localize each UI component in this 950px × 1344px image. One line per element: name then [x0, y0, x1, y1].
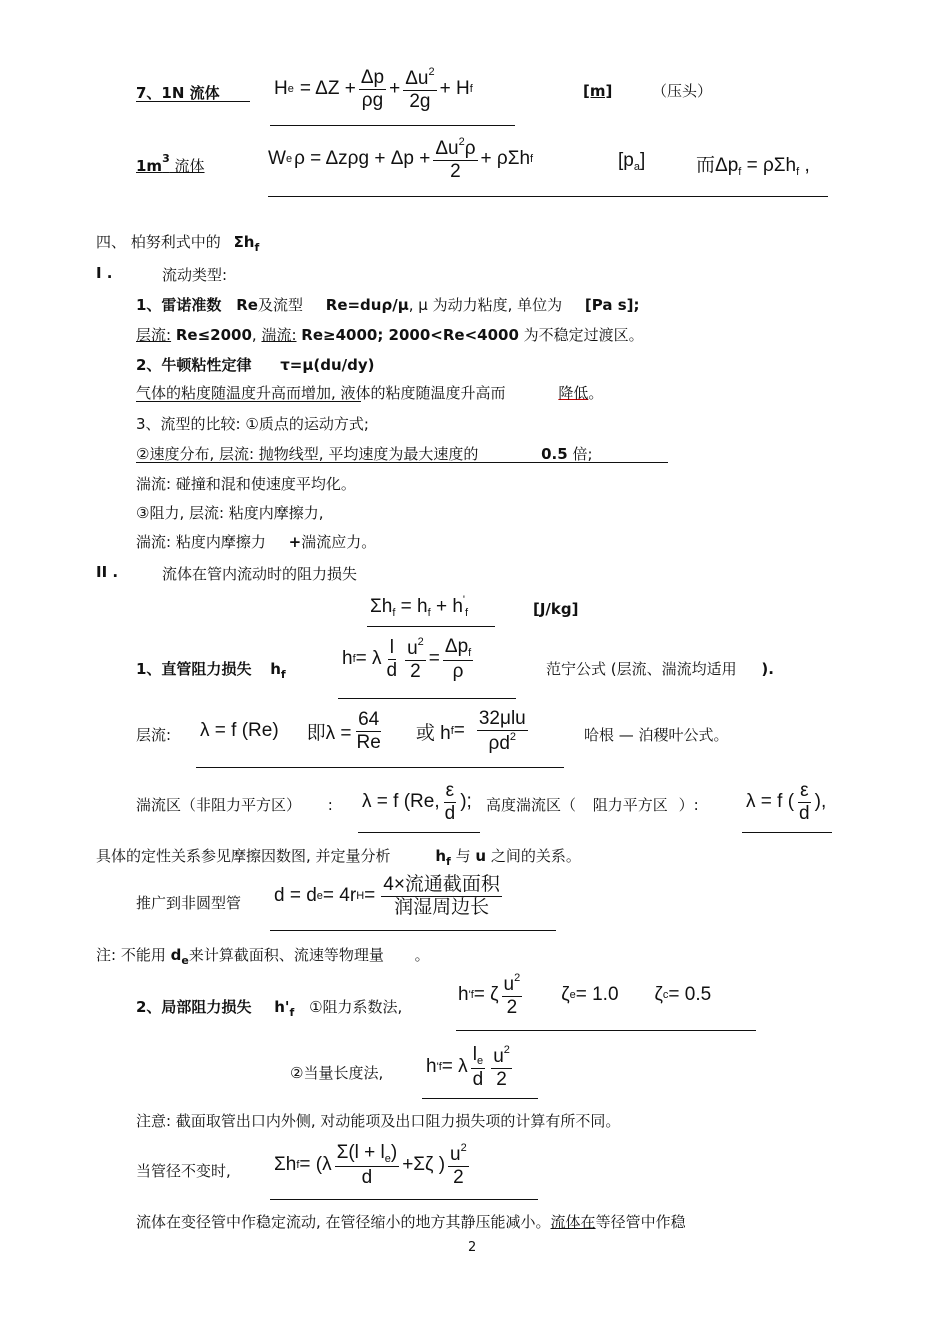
turb-note-line — [96, 845, 581, 868]
unit-close: ] — [639, 150, 646, 171]
t: ρ — [452, 660, 464, 682]
straight-label — [136, 658, 286, 681]
eq-tail: + H — [439, 78, 470, 100]
head-eq-underline — [270, 125, 515, 126]
local-label — [136, 996, 402, 1019]
total-loss-underline — [367, 626, 495, 627]
fanning-underline — [338, 698, 516, 699]
noncircular-eq — [274, 874, 505, 919]
note2-line: 注意: 截面取管出口内外侧, 对动能项及出口阻力损失项的计算有所不同。 — [136, 1112, 621, 1130]
t: 湍流区（非阻力平方区） — [136, 796, 302, 814]
t: 来计算截面积、流速等物理量 — [188, 946, 384, 964]
t: : — [327, 796, 333, 814]
t: ) — [390, 1142, 398, 1164]
t: d — [170, 946, 182, 964]
line-1m3-label — [136, 152, 205, 176]
t: e — [181, 954, 189, 967]
t: h — [458, 984, 469, 1006]
t: + h — [430, 596, 463, 617]
resist-line: ③阻力, 层流: 粘度内摩擦力, — [136, 504, 324, 522]
high-turb-label — [486, 794, 699, 815]
t: d — [472, 1068, 484, 1090]
eq-h: H — [274, 78, 288, 100]
t: 湍流: 粘度内摩擦力 — [136, 533, 266, 551]
t: 之间的关系。 — [486, 847, 581, 865]
frac-num: Δu — [405, 68, 429, 89]
t: Σ(l + l — [336, 1142, 385, 1164]
t: h' — [274, 998, 290, 1016]
part-ii — [96, 563, 358, 583]
t: Re — [356, 731, 381, 753]
t: ζ — [654, 984, 663, 1006]
frac-du2-2g — [403, 66, 436, 113]
t: λ = f ( — [746, 791, 795, 813]
t: Σh — [370, 596, 393, 617]
t: d — [386, 659, 398, 681]
t: 降低 — [558, 384, 589, 402]
rel-sub: f — [738, 166, 742, 178]
eq-end-sub: f — [530, 153, 534, 166]
noncircular-label: 推广到非圆型管 — [136, 894, 242, 912]
frac-num: Δp — [360, 67, 385, 88]
t: 范宁公式 (层流、湍流均适用 — [546, 660, 737, 678]
frac-den: ρg — [361, 89, 384, 111]
t: 具体的定性关系参见摩擦因数图, 并定量分析 — [96, 847, 391, 865]
line7-label-text: 7、1N 流体 — [136, 84, 220, 102]
t: h — [342, 648, 353, 670]
t: e — [569, 989, 576, 1002]
t: 及流型 — [257, 296, 303, 314]
t: 3、流型的比较: ①质点的运动方式; — [136, 415, 369, 433]
t: f — [438, 1061, 442, 1074]
t: f — [470, 989, 474, 1002]
turb2-line — [136, 531, 376, 552]
eq-part1: = ΔZ + — [299, 78, 356, 100]
part-i-num: I . — [96, 264, 113, 282]
frac-du2rho-2 — [433, 136, 477, 183]
t: 1、直管阻力损失 — [136, 660, 252, 678]
line7-label-underline — [136, 101, 250, 102]
t: ）: — [678, 796, 699, 814]
rel-tail: = ρΣh — [741, 155, 797, 176]
t: = — [428, 648, 440, 670]
t: ①阻力系数法, — [309, 998, 403, 1016]
t: [Pa s]; — [584, 296, 640, 314]
turb-eq1 — [362, 780, 472, 825]
t: 不能用 — [116, 946, 171, 964]
t: 2 — [417, 636, 424, 648]
t: 2 — [506, 996, 518, 1018]
unit-m: [m] — [583, 82, 613, 100]
t: 4×流通截面积 — [383, 874, 500, 895]
t: h — [426, 1056, 437, 1078]
t: 。 — [588, 384, 604, 402]
viscosity-line — [136, 382, 603, 403]
t: ε — [800, 780, 809, 801]
frac-32mulu — [477, 708, 528, 755]
frac-u2-2 — [405, 636, 426, 683]
part-i — [96, 264, 228, 284]
head-equation — [274, 66, 473, 113]
speed-underline — [136, 462, 668, 463]
equiv-label: ②当量长度法, — [290, 1064, 384, 1082]
const-pipe-label: 当管径不变时, — [136, 1162, 231, 1180]
t: u — [407, 638, 418, 659]
t: u — [450, 1144, 461, 1165]
t: Re=duρ/μ — [325, 296, 409, 314]
page-number: 2 — [468, 1240, 477, 1255]
frac-u2-2 — [502, 972, 523, 1019]
turb1-line: 湍流: 碰撞和混和使速度平均化。 — [136, 475, 356, 493]
t: 流体在 — [550, 1213, 596, 1231]
t: 32μlu — [478, 708, 526, 729]
t: ); — [460, 791, 472, 813]
frac-den: 2 — [450, 160, 461, 182]
t: , μ 为动力粘度, 单位为 — [408, 296, 563, 314]
unit-pa — [618, 150, 645, 173]
speed-line — [136, 443, 593, 464]
t: f — [352, 653, 356, 666]
hagen-equation — [200, 708, 531, 755]
t: ' — [436, 1061, 439, 1074]
eq-plus: + — [389, 78, 401, 100]
eq-w: W — [268, 148, 286, 170]
t: = λ — [441, 1056, 468, 1078]
t: λ = f (Re) — [200, 720, 279, 742]
frac-eps-d-2 — [797, 780, 812, 825]
t: = 1.0 — [575, 984, 619, 1006]
t: 0.5 — [541, 445, 568, 463]
t: ρd — [488, 732, 510, 754]
t: c — [662, 989, 669, 1002]
t: 2 — [503, 1044, 510, 1056]
t: ' — [462, 594, 466, 606]
turb-eq1-underline — [358, 832, 480, 833]
equiv-eq — [426, 1044, 515, 1091]
eq-mid: ρ = Δzρg + Δp + — [294, 148, 431, 170]
t: λ = f (Re, — [362, 791, 440, 813]
t: 润湿周边长 — [394, 896, 490, 918]
t: 流体在变径管中作稳定流动, 在管径缩小的地方其静压能减小。 — [136, 1213, 551, 1231]
t: h — [435, 847, 447, 865]
t: 层流: — [136, 326, 172, 344]
t: f — [392, 607, 396, 619]
t: u — [503, 974, 515, 995]
t: = 0.5 — [668, 984, 712, 1006]
eq-w-sub: e — [285, 153, 293, 166]
t: e — [316, 890, 323, 903]
eq-h-sub: e — [287, 83, 294, 96]
frac-num-sup: 2 — [458, 136, 465, 148]
t: 与 — [450, 847, 476, 865]
t: 倍; — [567, 445, 593, 463]
laminar-label: 层流: — [136, 726, 172, 744]
total-loss-eq — [370, 594, 468, 619]
frac-sum-l-d — [335, 1142, 400, 1188]
frac-l-d — [385, 637, 400, 682]
viscosity-underline — [136, 401, 361, 402]
t: ), — [814, 791, 827, 813]
head-note: （压头） — [652, 82, 713, 100]
t: 2 — [460, 1142, 467, 1154]
label-tail: 流体 — [169, 157, 205, 175]
t: f — [427, 607, 431, 619]
t: f — [465, 607, 469, 619]
note1-line — [96, 944, 430, 967]
t: 高度湍流区（ — [486, 796, 577, 814]
label-text: 1m — [136, 157, 163, 175]
t: 为不稳定过渡区。 — [518, 326, 644, 344]
t: f — [296, 1159, 300, 1172]
rel-end: , — [799, 155, 810, 176]
t: 2、局部阻力损失 — [136, 998, 252, 1016]
unit-sub: a — [633, 161, 640, 173]
t: d — [361, 1166, 373, 1188]
energy-eq-underline — [268, 196, 828, 197]
t: u — [475, 847, 487, 865]
t: H — [356, 890, 365, 903]
t: ε — [445, 780, 455, 801]
t: f — [446, 855, 451, 868]
t: , — [251, 326, 262, 344]
t: h — [270, 660, 281, 678]
t: 2 — [514, 972, 521, 984]
t: + — [288, 533, 302, 551]
t: 2 — [509, 730, 517, 743]
heading-sym: Σh — [233, 233, 255, 251]
frac-num-tail: ρ — [464, 138, 476, 159]
t: e — [476, 1055, 484, 1068]
t: Δp — [444, 636, 469, 658]
fanning-desc — [546, 658, 774, 679]
frac-den: 2g — [409, 90, 431, 112]
laminar-turbulent-line — [136, 324, 644, 345]
part-i-title: 流动类型: — [162, 266, 228, 284]
frac-64-re — [355, 709, 383, 754]
t: = λ — [355, 648, 382, 670]
frac-area-perimeter — [381, 874, 502, 919]
t: 2 — [496, 1068, 507, 1090]
t: = h — [395, 596, 428, 617]
turb-eq2 — [746, 780, 826, 825]
frac-u2-2b — [491, 1044, 512, 1091]
t: 湍流应力。 — [301, 533, 377, 551]
t: ; 2000<Re<4000 — [377, 326, 519, 344]
t: τ=μ(du/dy) — [280, 356, 375, 374]
frac-dpf-rho — [443, 636, 473, 682]
t: 阻力平方区 — [592, 796, 668, 814]
t: = 4r — [322, 885, 357, 907]
heading-text: 四、 柏努利式中的 — [96, 233, 221, 251]
t: 即λ = — [306, 722, 352, 744]
t: d — [799, 802, 810, 824]
noncircular-underline — [270, 930, 556, 931]
turb-eq2-underline — [742, 832, 832, 833]
t: l — [472, 1044, 477, 1066]
t: d — [444, 802, 456, 824]
part-ii-title: 流体在管内流动时的阻力损失 — [162, 565, 358, 583]
t: 64 — [358, 709, 380, 730]
t: 。 — [414, 946, 430, 964]
pressure-relation — [696, 150, 810, 178]
hagen-underline — [196, 767, 564, 768]
flow-compare-line — [136, 413, 369, 434]
t: 注: — [96, 946, 117, 964]
unit-open: [p — [618, 150, 634, 171]
t: 或 h — [415, 722, 451, 744]
const-pipe-underline — [270, 1199, 538, 1200]
t: f — [450, 725, 454, 738]
t: f — [280, 668, 286, 681]
frac-eps-d — [443, 780, 458, 825]
newton-line — [136, 354, 375, 375]
t: = (λ — [299, 1154, 332, 1176]
t: l — [389, 637, 394, 658]
t: 等径管中作稳 — [595, 1213, 686, 1231]
section4-heading — [96, 231, 259, 254]
last-line — [136, 1211, 686, 1232]
frac-dp-rhog — [359, 67, 386, 112]
t: d = d — [274, 885, 317, 907]
hagen-desc: 哈根 — 泊稷叶公式。 — [584, 726, 729, 744]
rel-tail-sub: f — [796, 166, 800, 178]
t: ②速度分布, 层流: 抛物线型, 平均速度为最大速度的 — [136, 445, 479, 463]
label-sup: 3 — [162, 152, 170, 165]
eq-end: + ρΣh — [480, 148, 531, 170]
t: 2 — [410, 660, 421, 682]
t: Σh — [274, 1154, 297, 1176]
t: 气体的粘度随温度升高而增加, 液体的粘度随温度升高而 — [136, 384, 506, 402]
t: 1、雷诺准数 — [136, 296, 222, 314]
t: Re — [236, 296, 258, 314]
t: f — [468, 647, 472, 660]
rel: 而Δp — [696, 155, 739, 176]
t: = ζ — [473, 984, 499, 1006]
t: = — [453, 720, 465, 742]
reynolds-line — [136, 294, 639, 315]
t: f — [289, 1006, 295, 1019]
eq-tail-sub: f — [469, 83, 473, 96]
frac-num-sup: 2 — [428, 66, 435, 78]
const-pipe-eq — [274, 1142, 472, 1189]
t: Re≥4000 — [301, 326, 378, 344]
t: ζ — [561, 984, 570, 1006]
t: e — [384, 1153, 391, 1166]
frac-u2-2c — [448, 1142, 469, 1189]
part-ii-num: II . — [96, 563, 119, 581]
t: +Σζ ) — [402, 1154, 446, 1176]
t: 2 — [453, 1166, 464, 1188]
fanning-equation — [342, 636, 476, 683]
t: ). — [761, 660, 774, 678]
turb-region-label — [136, 794, 333, 815]
frac-le-d — [471, 1044, 486, 1090]
t: = — [364, 885, 376, 907]
heading-sym-sub: f — [254, 241, 260, 254]
t: 2、牛顿粘性定律 — [136, 356, 252, 374]
t: Re≤2000 — [175, 326, 252, 344]
t: u — [493, 1046, 504, 1067]
t: ' — [468, 989, 471, 1002]
local-eq — [458, 972, 711, 1019]
frac-num: Δu — [435, 138, 459, 159]
energy-equation — [268, 136, 533, 183]
local-underline — [456, 1030, 756, 1031]
unit-j-kg: [J/kg] — [533, 600, 579, 618]
line7-label — [136, 82, 220, 103]
t: 湍流: — [261, 326, 297, 344]
equiv-underline — [422, 1098, 538, 1099]
